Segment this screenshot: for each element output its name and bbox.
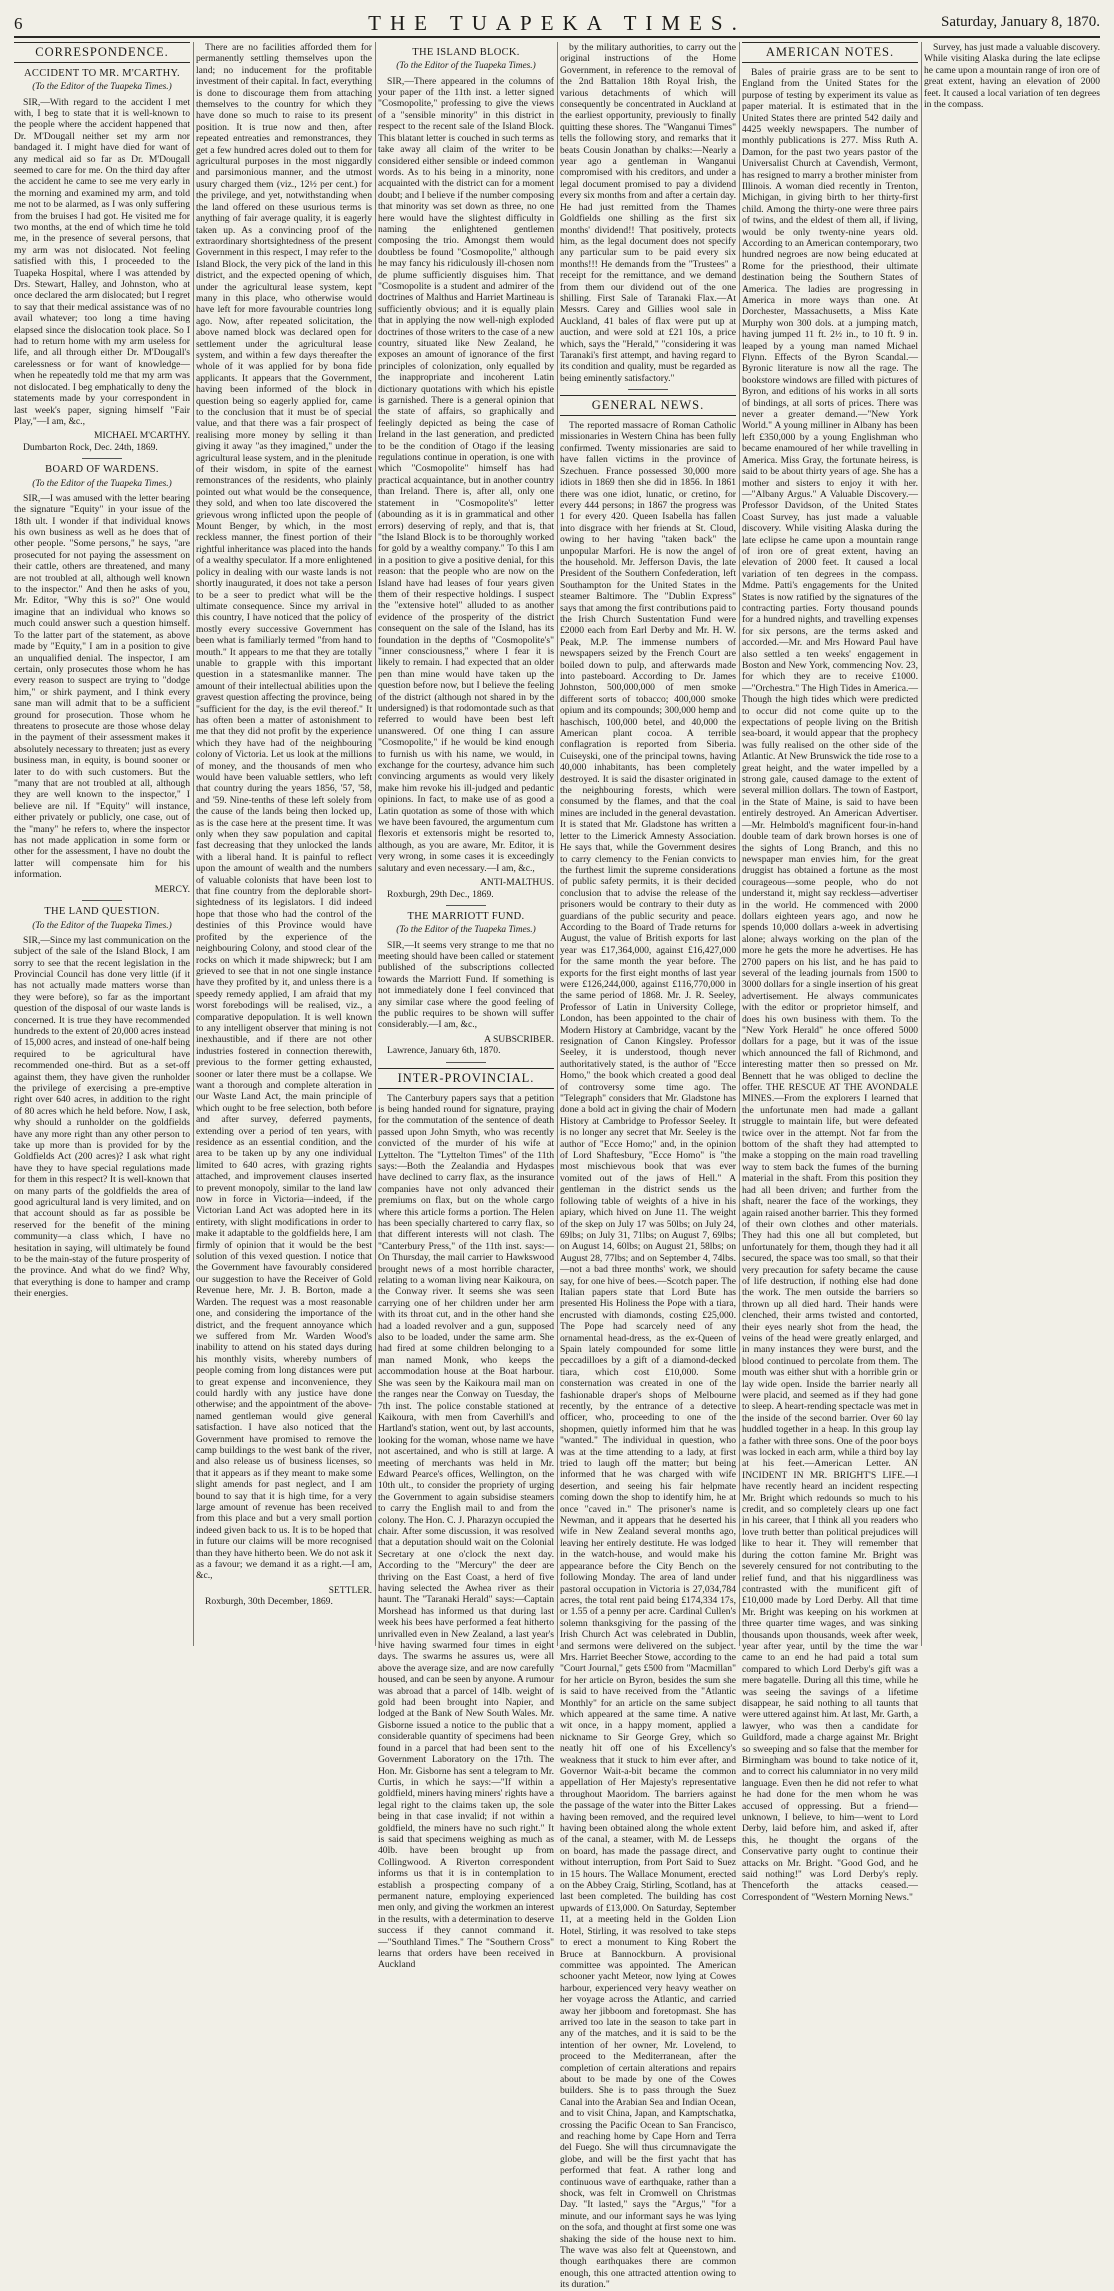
- article-body: Bales of prairie grass are to be sent to England from the United States for the purpose of testing by experiment its value as paper material. It is estimated that in the United States there are printed 542 daily and 4425 weekly newspapers. The number of monthly publications is 277. Miss Ruth A. Damon, for the past two years pastor of the Universalist Church at Cavendish, Vermont, has resigned to marry a brother minister from Illinois. A woman died recently in Trenton, Michigan, in giving birth to her thirty-first child. Among the thirty-one were three pairs of twins, and the eldest of them all, if living, would be only twenty-nine years old. According to an American contemporary, two hundred negroes are now being educated at Rome for the priesthood, their ultimate destination being the Southern States of America. The ladies are progressing in America in more ways than one. At Dorchester, Massachusetts, a Miss Kate Murphy won 300 dols. at a jumping match, having jumped 11 ft. 2½ in., to 10 ft. 9 in. leaped by a young man named Michael Flynn. Effects of the Byron Scandal.—Byronic literature is now all the rage. The bookstore windows are filled with pictures of Byron, and editions of his works in all sorts of bindings, at all sorts of prices. There was never a greater demand.—"New York World." A young milliner in Albany has been left £350,000 by a young Englishman who became enamoured of her while travelling in America. Miss Gray, the fortunate heiress, is said to be about thirty years of age. She has a mother and sisters to enjoy it with her.—"Albany Argus." A Valuable Discovery.—Professor Davidson, of the United States Coast Survey, has just made a valuable discovery. While visiting Alaska during the late eclipse he came upon a mountain range of iron ore of great extent, having an elevation of 2000 feet. It caused a local variation of ten degrees in the compass. Mdme. Patti's engagements for the United States is now ratified by the signatures of the contracting parties. Forty thousand pounds for a hundred nights, and travelling expenses for six persons, are the terms asked and accorded.—Mr. and Mrs Howard Paul have also settled a ten weeks' engagement in Boston and New York, commencing Nov. 23, for which they are to receive £1000.—"Orchestra." The High Tides in America.—Though the high tides which were predicted to occur did not come quite up to the expectations of people living on the British sea-board, it would appear that the prophecy was fully realised on the other side of the Atlantic. At New Brunswick the tide rose to a great height, and the water impelled by a strong gale, caused damage to the extent of several million dollars. The town of Eastport, in the State of Maine, is said to have been entirely destroyed. An American Advertiser.—Mr. Helmbold's magnificent four-in-hand double team of dark brown horses is one of the sights of Long Branch, and this no newspaper man envies him, for the great druggist has obtained a fortune as the most courageous—some people, who do not understand it, might say reckless—advertiser in the world. He commenced with 2000 dollars eighteen years ago, and now he spends 10,000 dollars a-week in advertising alone; always working on the plan of the more he gets the more he advertises. He has 2700 papers on his list, and he has paid to several of the leading journals from 1500 to 3000 dollars for a single insertion of his great advertisement. He always communicates with the editor or proprietor himself, and does his own business with them. To the "New York Herald" he once offered 5000 dollars for a page, but it was of the issue which announced the fall of Richmond, and interesting matter then so pressed on Mr. Bennett that he was obliged to decline the offer. THE RESCUE AT THE AVONDALE MINES.—From the explorers I learned that the unfortunate men had made a gallant struggle to maintain life, but were defeated twice over in the attempt. Not far from the bottom of the shaft they had attempted to make a stopping on the main road travelling way to stem back the fumes of the burning material in the shaft. From this position they had all been driven; and further from the shaft, nearer the face of the workings, they again raised another barrier. This they formed of their own clothes and other materials. They had this one all but completed, but unfortunately for them, though they had it all secured, the space was too small, so that their very precaution for safety became the cause of life destruction, if nothing else had done the work. The men outside the barriers so thrown up all died hard. Their hands were clenched, their arms twisted and contorted, their eyes nearly shot from the head, the veins of the head were greatly enlarged, and in many instances they were burst, and the blood continued to percolate from them. The mouth was either shut with a horrible grin or lay wide open. Inside the barrier nearly all were placid, and seemed as if they had gone to sleep. A heart-rending spectacle was met in the inside of the second barrier. Over 60 lay huddled together in a heap. In this group lay a father with three sons. One of the poor boys was locked in each arm, while a third boy lay at his feet.—American Letter. AN INCIDENT IN MR. BRIGHT'S LIFE.—I have recently heard an incident respecting Mr. Bright which redounds so much to his credit, and so completely clears up one fact in his career, that I think all you readers who love truth better than political prejudices will like to hear it. They will remember that during the cotton famine Mr. Bright was severely censured for not contributing to the relief fund, and that his niggardliness was contrasted with the munificent gift of £10,000 made by Lord Derby. All that time Mr. Bright was keeping on his workmen at three quarter time wages, and was sinking thousands upon thousands, week after week, year after year, until by the time the war came to an end he had paid a total sum compared to which Lord Derby's gift was a mere bagatelle. During all this time, while he was seeing the savings of a lifetime disappear, he said nothing to all taunts that were uttered against him. At last, Mr. Garth, a lawyer, who was then a candidate for Guildford, made a charge against Mr. Bright so sweeping and so false that the member for Birmingham was bound to take notice of it, and to correct his calumniator in no very mild language. Even then he did not refer to what he had done for the men whom he was accused of oppressing. But a friend—unknown, I believe, to him—went to Lord Derby, laid before him, and asked if, after this, he thought the organs of the Conservative party ought to continue their attacks on Mr. Bright. "Good God, and he said nothing!" was Lord Derby's reply. Thenceforth the attacks ceased.—Correspondent of "Western Morning News.": [742, 66, 918, 1903]
- letter-signature: MERCY.: [154, 883, 190, 895]
- column-3: [378, 42, 554, 1971]
- letter-heading: THE ISLAND BLOCK.: [412, 47, 520, 58]
- editor-note: (To the Editor of the Tuapeka Times.): [32, 920, 172, 931]
- letter-heading: BOARD OF WARDENS.: [45, 464, 159, 476]
- editor-note: (To the Editor of the Tuapeka Times.): [32, 478, 172, 489]
- article-body-continued: Survey, has just made a valuable discovery. While visiting Alaska during the late eclipse he came upon a mountain range of iron ore of great extent, having an elevation of 2000 feet. It caused a local variation of ten degrees in the compass.: [924, 42, 1100, 111]
- letter-signature: A SUBSCRIBER.: [484, 1033, 554, 1045]
- column-4: [560, 42, 736, 2291]
- column-1: [14, 42, 190, 1646]
- columns: [14, 42, 1100, 2291]
- letter-signature: ANTI-MALTHUS.: [480, 877, 554, 889]
- letter-dateline: Roxburgh, 29th Dec., 1869.: [387, 888, 494, 900]
- letter-body: SIR,—I was amused with the letter bearing the signature "Equity" in your issue of the 18th ult. I wonder if that individual knows his own business as well as he does that of other people. "Some persons," he says, "are prosecuted for not paying the assessment on their cattle, others are threatened, and many are not troubled at all, although well known to the inspector." And then he asks of you, Mr. Editor, "Why this is so?" One would imagine that an individual who knows so much could answer such a question himself. To the latter part of the statement, as above made by "Equity," I am in a position to give an unqualified denial. The inspector, I am certain, only prosecutes those whom he has every reason to suspect are trying to "dodge him," or shirk payment, and I think every sane man will admit that to be a sufficient ground for prosecution. Those whom he threatens to prosecute are those whose delay in the payment of their assessment makes it absolutely necessary to threaten; just as every business man, in equity, is bound sooner or later to do with such customers. But the "many that are not troubled at all, although they are well known to the inspector," I believe are nil. If "Equity" will instance, either privately or publicly, one case, out of the "many" he refers to, where the inspector has not made application in some form or other for the assessment, I have no doubt the latter will compensate him for his information.: [14, 492, 190, 881]
- letter-body: SIR,—With regard to the accident I met with, I beg to state that it is well-known to the people where the accident happened that Dr. M'Dougall neither set my arm nor bandaged it. I might have died for want of any medical aid so far as Dr. M'Dougall seemed to care for me. On the third day after the accident he came to see me very early in the morning and examined my arm, and told me not to be alarmed, as I was only suffering from the bruises I had got. He visited me for two months, at the end of which time he told me, in the presence of several persons, that my arm was not dislocated. Not feeling satisfied with this, I proceeded to the Tuapeka Hospital, where I was attended by Drs. Stewart, Halley, and Johnston, who at once declared the arm dislocated; but I regret to say that their medical assistance was of no avail whatever; too long a time having elapsed since the dislocation took place. So I had to return home with my arm useless for life, and all through either Dr. M'Dougall's carelessness or for want of knowledge—when he repeatedly told me that my arm was not dislocated. I beg emphatically to deny the statements made by your correspondent in last week's paper, signing himself "Fair Play,"—I am, &c.,: [14, 96, 190, 427]
- editor-note: (To the Editor of the Tuapeka Times.): [32, 82, 172, 93]
- page-number: 6: [14, 14, 23, 33]
- editor-note: (To the Editor of the Tuapeka Times.): [396, 61, 536, 72]
- newspaper-title: THE TUAPEKA TIMES.: [368, 11, 746, 35]
- divider: [82, 458, 122, 459]
- letter-signature: MICHAEL M'CARTHY.: [93, 430, 190, 442]
- letter-body: SIR,—There appeared in the columns of your paper of the 11th inst. a letter signed "Cosmopolite," professing to give the views of a "sensible minority" in this district in respect to the recent sale of the Island Block. This blatant letter is couched in such terms as take away all claim of the writer to be considered either sensible or indeed common words. As to his being in a minority, none acquainted with the district can for a moment doubt; and I believe if the number composing that minority was set down as three, no one here would have the slightest difficulty in naming the enlightened gentlemen composing the trio. Amongst them would doubtless be found "Cosmopolite," although he may fancy his ridiculously ill-chosen nom de plume sufficiently disguises him. That "Cosmopolite is a student and admirer of the doctrines of Malthus and Harriet Martineau is sufficiently obvious; and it is equally plain that in applying the now well-nigh exploded doctrines of those writers to the case of a new country, situated like New Zealand, he exposes an amount of ignorance of the first principles of colonization, only equalled by the inappropriate and incoherent Latin dictionary quotations with which his epistle is garnished. There is a general opinion that the state of affairs, so graphically and feelingly depicted as being the case of Ireland in the last generation, and predicted to be the condition of Otago if the leasing regulations continue in operation, is one with which "Cosmopolite" himself has had practical acquaintance, but in another country than Ireland. There is, after all, only one statement in "Cosmopolite's" letter (abounding as it is in grammatical and other errors) deserving of reply, and that is, that "the Island Block is to be thoroughly worked for gold by a wealthy company." To this I am in a position to give a positive denial, for this reason: that the people who are now on the Island have had leases of four years given them of their respective holdings. I suspect the "extensive hotel" alluded to as another evidence of the prosperity of the district consequent on the sale of the Island, has its foundation in the depths of "Cosmopolite's" "inner consciousness," where I fear it is likely to remain. I had expected that an older pen than mine would have taken up the question before now, but I believe the feeling of the district (although not shared in by the undersigned) is that rodomontade such as that referred to would have been best left unanswered. Of one thing I can assure "Cosmopolite," if he would be kind enough to furnish us with his name, we would, in exchange for the courtesy, advance him such convincing arguments as would very likely make him revoke his ill-judged and pedantic opinions. In fact, to make use of as good a Latin quotation as some of those with which we have been favoured, the argumentum cum flexoris et extensoris might be resorted to, although, as you are aware, Mr. Editor, it is very wrong, in some cases it is exceedingly salutary and even necessary.—I am, &c.,: [378, 75, 554, 874]
- article-body: The reported massacre of Roman Catholic missionaries in Western China has been fully confirmed. Twenty missionaries are said to have fallen victims in the province of Szechuen. France possessed 30,000 more idiots in 1869 then she did in 1856. In 1861 there was one idiot, lunatic, or cretino, for every 444 persons; in 1867 the progress was 1 for every 420. Queen Isabella has fallen into disgrace with her friends at St. Cloud, owing to her having "taken back" the unpopular Marfori. He is now the angel of the household. Mr. Jefferson Davis, the late President of the Southern Confederation, left Southampton for the United States in the steamer Baltimore. The "Dublin Express" says that among the first contributions paid to the Irish Church Sustentation Fund were £2000 each from Earl Derby and Mr. H. W. Peak, M.P. The immense numbers of newspapers seized by the French Court are boiled down to pulp, and afterwards made into pasteboard. According to Dr. James Johnston, 500,000,000 of men smoke different sorts of tobacco; 400,000 smoke opium and its compounds; 300,000 hemp and haschisch, 100,000 betel, and 40,000 the American plant cocoa. A terrible conflagration is reported from Siberia. Cuiseyski, one of the principal towns, having 40,000 inhabitants, has been completely destroyed. It is said the disaster originated in the neighbouring forests, which were consumed by the flames, and that the coal mines are included in the general devastation. It is stated that Mr. Gladstone has written a letter to the Limerick Amnesty Association. He says that, while the Government desires to carry clemency to the Fenian convicts to the furthest limit the supreme considerations of public safety permits, it is their decided conclusion that to advise the release of the prisoners would be contrary to their duty as guardians of the public security and peace. According to the Board of Trade returns for August, the value of British exports for last year was £17,364,000, against £16,427,000 for the same month the year before. The exports for the first eight months of last year were £126,244,000, against £116,770,000 in the same period of 1868. Mr. J. R. Seeley, Professor of Latin in University College, London, has been appointed to the chair of Modern History at Cambridge, vacant by the resignation of Canon Kingsley. Professor Seeley, it is understood, though never authoritatively stated, is the author of "Ecce Homo," the book which created a good deal of controversy some time ago. The "Telegraph" considers that Mr. Gladstone has done a bold act in giving the chair of Modern History at Cambridge to Professor Seeley. It is no longer any secret that Mr. Seeley is the author of "Ecce Homo;" and, in the opinion of Lord Shaftesbury, "Ecce Homo" is "the most mischievous book that was ever vomited out of the jaws of Hell." A gentleman in the district sends us the following table of weights of a hive in his apiary, which hived on June 11. The weight of the skep on July 17 was 50lbs; on July 24, 69lbs; on July 31, 71lbs; on August 7, 69lbs; on August 14, 60lbs; on August 21, 58lbs; on August 28, 77lbs; and on September 4, 74lbs.—not a bad three months' work, we should say, for one hive of bees.—Scotch paper. The Italian papers state that Lord Bute has presented His Holiness the Pope with a tiara, encrusted with diamonds, costing £25,000. The Pope had scarcely need of any ornamental head-dress, as the ex-Queen of Spain lately compounded for some little peccadilloes by a gift of a diamond-decked tiara, which cost £10,000. Some consternation was created in one of the fashionable draper's shops of Melbourne recently, by the entrance of a detective officer, who, proceeding to one of the shopmen, quietly informed him that he was "wanted." The individual in question, who was at the time attending to a lady, at first tried to laugh off the matter; but being informed that he was charged with wife desertion, and seeing his fair helpmate coming down the shop to identify him, he at once "caved in." The prisoner's name is Newman, and it appears that he deserted his wife in New Zealand several months ago, leaving her entirely destitute. He was lodged in the watch-house, and would make his appearance before the City Bench on the following Monday. The area of land under pastoral occupation in Victoria is 27,034,784 acres, the total rent paid being £174,334 17s, or 1.55 of a penny per acre. Cardinal Cullen's solemn thanksgiving for the passing of the Irish Church Act was celebrated in Dublin, and sermons were delivered on the subject. Mrs. Harriet Beecher Stowe, according to the "Court Journal," gets £500 from "Macmillan" for her article on Byron, besides the sum she is said to have received from the "Atlantic Monthly" for an article on the same subject which appeared at the same time. A native wit once, in a happy moment, applied a nickname to Sir George Grey, which so neatly hit off one of his Excellency's weakness that it stuck to him ever after, and Governor Wait-a-bit became the common appellation of Her Majesty's representative throughout Maoridom. The barriers against the passage of the water into the Bitter Lakes having been removed, and the required level having been obtained along the whole extent of the canal, a steamer, with M. de Lesseps on board, has made the passage direct, and without interruption, from Port Said to Suez in 15 hours. The Wallace Monument, erected on the Abbey Craig, Stirling, Scotland, has at last been completed. The building has cost upwards of £13,000. On Saturday, September 11, at a meeting held in the Golden Lion Hotel, Stirling, it was resolved to take steps to erect a monument to King Robert the Bruce at Bannockburn. A provisional committee was appointed. The American schooner yacht Meteor, now lying at Cowes harbour, experienced very heavy weather on her voyage across the Atlantic, and carried away her jibboom and foretopmast. She has arrived too late in the season to take part in any of the matches, and it is said to be the intention of her owner, Mr. Lovelend, to proceed to the Mediterranean, after the completion of certain alterations and repairs about to be made by one of the Cowes builders. She is to pass through the Suez Canal into the Arabian Sea and Indian Ocean, and to visit China, Japan, and Kamptschatka, crossing the Pacific Ocean to San Francisco, and reaching home by Cape Horn and Terra del Fuego. She will thus circumnavigate the globe, and will be the first yacht that has performed that feat. A rather long and continuous wave of earthquake, rather than a shock, was felt in Cromwell on Christmas Day. "It lasted," says the "Argus," "for a minute, and our informant says he was lying on the sofa, and thought at first some one was shaking the side of the house next to him. The wave was also felt at Queenstown, and though earthquakes there are common enough, this one attracted attention owing to its duration.": [560, 420, 736, 2291]
- letter-heading: THE LAND QUESTION.: [44, 906, 160, 918]
- editor-note: (To the Editor of the Tuapeka Times.): [396, 925, 536, 936]
- masthead: [14, 6, 1100, 38]
- divider: [446, 1062, 486, 1063]
- letter-body-continued: There are no facilities afforded them for permanently settling themselves upon the land; no inducement for the profitable investment of their capital. In fact, everything is done to discourage them from attaching themselves to the country for which they have done so much to raise to its present position. It is true now and then, after repeated entreaties and remonstrances, they get a few hundred acres doled out to them for agricultural purposes in the most niggardly and parsimonious manner, and the utmost usury charged them (viz., 12½ per cent.) for the privilege, and yet, notwithstanding when the land offered on these usurious terms is anything of fair average quality, it is eagerly taken up. As a convincing proof of the extraordinary shortsightedness of the present Government in this respect, I may refer to the Island Block, the very pick of the land in this district, and the expected opening of which, under the agricultural lease system, kept many in this place, who otherwise would have left for more favourable countries long ago. Now, after repeated solicitation, the above named block was declared open for settlement under the agricultural lease system, and within a few days thereafter the whole of it was applied for by bona fide applicants. It appears that the Government, having been informed of the block in question being so eagerly applied for, came to the conclusion that it must be of special value, and that there was a fair prospect of realising more money by selling it than giving it away "as they imagined," under the agricultural lease system, and in the plenitude of their wisdom, in spite of the earnest remonstrances of the residents, who plainly pointed out what would be the consequence, they sold, and when too late discovered the grievous wrong inflicted upon the people of Mount Benger, by which, in the most reckless manner, the finest portion of their rightful inheritance was placed into the hands of a wealthy speculator. If a more enlightened policy in dealing with our waste lands is not shortly inaugurated, it does not take a person to be a seer to predict what will be the ultimate consequence. Since my arrival in this country, I have noticed that the policy of mostly every successive Government has been what is familiarly termed "from hand to mouth." It appears to me that they are totally unable to grapple with this important question in a statesmanlike manner. The amount of their intellectual abilities upon the gravest question affecting the province, being "sufficient for the day, is the evil thereof." It has often been a matter of astonishment to me that they did not profit by the experience which they have had of the neighbouring colony of Victoria. Let us look at the millions of money, and the thousands of men who would have been valuable settlers, who left that country during the years 1856, '57, '58, and '59. Nine-tenths of these left solely from the cause of the lands being then locked up, as is the case here at the present time. It was only when they saw population and capital fast decreasing that they unlocked the lands with a liberal hand. It is painful to reflect upon the amount of wealth and the numbers of valuable colonists that have been lost to that fine country from the deplorable short-sightedness of its legislators. I did indeed hope that those who had the control of the destinies of this Province would have profited by the experience of the neighbouring Colony, and stood clear of the rocks on which it made shipwreck; but I am grieved to see that in not one single instance have they profited by it, and unless there is a speedy remedy applied, I am afraid that my worst forebodings will be realised, viz., a comparative depopulation. It is well known to any intelligent observer that mining is not inexhaustible, and if there are not other industries fostered in connection therewith, previous to the former getting exhausted, sooner or later there must be a collapse. We want a thorough and complete alteration in our Waste Land Act, the main principle of which ought to be free selection, both before and after survey, deferred payments, extending over a period of ten years, with residence as an essential condition, and the area to be taken up by any one individual limited to 640 acres, with grazing rights attached, and improvement clauses inserted to prevent monopoly, similar to the land law now in force in Victoria—indeed, if the Victorian Land Act was adopted here in its entirety, with slight modifications in order to make it adaptable to the goldfields here, I am firmly of opinion that it would be the best solution of this vexed question. I notice that the Government have favourably considered our suggestion to have the Receiver of Gold Revenue here, Mr. J. B. Borton, made a Warden. The request was a most reasonable one, and considering the importance of the district, and the frequent annoyance which we suffered from Mr. Warden Wood's inability to attend on his stated days during his monthly visits, whereby numbers of people coming from long distances were put to great expense and inconvenience, they could hardly with any justice have done otherwise; and the appointment of the above-named gentleman would give general satisfaction. I have also noticed that the Government have promised to remove the camp buildings to the west bank of the river, and also release us of business licenses, so that it appears as if they meant to make some slight amends for past neglect, and I am bound to say that it is high time, for a very large amount of revenue has been received from this place and but a very small portion indeed given back to us. It is to be hoped that in future our claims will be more recognised than they have hitherto been. We do not ask it as a favour; we demand it as a right.—I am, &c.,: [196, 42, 372, 1582]
- inter-provincial-section-title: INTER-PROVINCIAL.: [378, 1068, 554, 1089]
- divider: [82, 900, 122, 901]
- general-news-section-title: GENERAL NEWS.: [560, 395, 736, 416]
- letter-dateline: Dumbarton Rock, Dec. 24th, 1869.: [23, 441, 158, 453]
- letter-dateline: Lawrence, January 6th, 1870.: [387, 1045, 501, 1057]
- article-body: The Canterbury papers says that a petition is being handed round for signature, praying for the commutation of the sentence of death passed upon John Smyth, who was recently convicted of the murder of his wife at Lyttelton. The "Lyttelton Times" of the 11th says:—Both the Zealandia and Hydaspes have declined to carry flax, as the insurance companies have not only advanced their premiums on flax, but on the whole cargo where this article forms a portion. The Helen has been specially chartered to carry flax, so that different interests will not clash. The "Canterbury Press," of the 11th inst. says:—On Thursday, the mail carrier to Hawkswood brought news of a most horrible character, relating to a woman living near Kaikoura, on the Conway river. It seems she was seen carrying one of her children under her arm with its throat cut, and in the other hand she had a loaded revolver and a gun, supposed also to be loaded, under the same arm. She had fired at some children belonging to a man named Monk, who keeps the accommodation house at the Boat harbour. She was seen by the Kaikoura mail man on the ranges near the Conway on Tuesday, the 7th inst. The police constable stationed at Kaikoura, with men from Caverhill's and Hartland's station, went out, by last accounts, looking for the woman, whose name we have not ascertained, and who is still at large. A meeting of merchants was held in Mr. Edward Pearce's offices, Wellington, on the 10th ult., to consider the propriety of urging the Government to again subsidise steamers to carry the English mail to and from the colony. The Hon. C. J. Pharazyn occupied the chair. After some discussion, it was resolved that a deputation should wait on the Colonial Secretary at one o'clock the next day. According to the "Mercury" the deer are thriving on the East Coast, a herd of five having selected the Awhea river as their haunt. The "Taranaki Herald" says:—Captain Morshead has informed us that during last week his bees have performed a feat hitherto unrivalled even in New Zealand, a last year's hive having swarmed four times in eight days. The swarms he assures us, were all above the average size, and are now carefully housed, and can be seen by anyone. A rumour was abroad that a parcel of 14lb. weight of gold had been brought into Napier, and lodged at the Bank of New South Wales. Mr. Gisborne issued a notice to the public that a considerable quantity of specimens had been found in a parcel that had been sent to the Government Laboratory on the 17th. The Hon. Mr. Gisborne has sent a telegram to Mr. Curtis, in which he says:—"If within a goldfield, miners having miners' rights have a legal right to the claims taken up, the sole being in that case invalid; if not within a goldfield, the miners have no such right." It is said that specimens weighing as much as 40lb. have been brought up from Collingwood. A Riverton correspondent informs us that it is in contemplation to establish a prospecting company of a permanent nature, employing experienced men only, and giving the workmen an interest in the results, with a determination to deserve success if they cannot command it.—"Southland Times." The "Southern Cross" learns that orders have been received in Auckland: [378, 1092, 554, 1971]
- column-6: [924, 42, 1100, 1646]
- letter-signature: SETTLER.: [328, 1584, 372, 1596]
- letter-body: SIR,—It seems very strange to me that no meeting should have been called or statement published of the subscriptions collected towards the Marriott Fund. If something is not immediately done I feel convinced that any similar case where the good feeling of the public requires to be shown will suffer considerably.—I am, &c.,: [378, 939, 554, 1031]
- column-2: [196, 42, 372, 1646]
- letter-heading: THE MARRIOTT FUND.: [407, 910, 525, 922]
- letter-dateline: Roxburgh, 30th December, 1869.: [205, 1596, 333, 1608]
- letter-body: SIR,—Since my last communication on the subject of the sale of the Island Block, I am sorry to see that the recent legislation in the Provincial Council has done very little (if it has not actually made matters worse than they were before), so far as the important question of the disposal of our waste lands is concerned. It is true they have recommended hundreds to the extent of 20,000 acres instead of 15,000 acres, and instead of one-half being required to be agricultural have recommended one-third. But as a set-off against them, they have given the runholder the privilege of exercising a pre-emptive right over 640 acres, in addition to the right of 80 acres which he held before. Now, I ask, why should a runholder on the goldfields have any more right than any other person to take up more than is provided for by the Goldfields Act (200 acres)? I ask what right have they to have special regulations made for them in this respect? It is well-known that on many parts of the goldfields the area of good agricultural land is very limited, and on that account should as far as possible be reserved for the benefit of the mining community—a class which, I have no hesitation in saying, will ultimately be found to be the main-stay of the future prosperity of the province. And what do we find? Why, that everything is done to hamper and cramp their energies.: [14, 934, 190, 1300]
- divider: [446, 905, 486, 906]
- column-5: [742, 42, 918, 1903]
- correspondence-section-title: CORRESPONDENCE.: [14, 42, 190, 63]
- letter-heading: ACCIDENT TO MR. M'CARTHY.: [24, 67, 180, 79]
- american-notes-section-title: AMERICAN NOTES.: [742, 42, 918, 63]
- article-body-continued: by the military authorities, to carry out the original instructions of the Home Government, in reference to the removal of the 2nd Battalion 18th Royal Irish, the various detachments of which will consequently be concentrated in Auckland at the earliest opportunity, previously to finally quitting these shores. The "Wanganui Times" tells the following story, and remarks that it beats Cousin Jonathan by chalks:—Nearly a year ago a gentleman in Wanganui compromised with his creditors, and under a legal document promised to pay a dividend every six months from and after a certain day. He had just remitted from the Thames Goldfields one shilling as the first six months' dividend!! That positively, protects him, as the legal document does not specify any particular sum to be paid every six months!!! He demands from the "Trustees" a receipt for the remittance, and we demand from them our dividend out of the one shilling. First Sale of Taranaki Flax.—At Messrs. Carey and Gillies wool sale in Auckland, 41 bales of flax were put up at auction, and were sold at £21 10s, a price which, says the "Herald," "considering it was Taranaki's first attempt, and having regard to its condition and quality, must be regarded as being eminently satisfactory.": [560, 42, 736, 384]
- issue-date: Saturday, January 8, 1870.: [941, 14, 1100, 30]
- divider: [628, 389, 668, 390]
